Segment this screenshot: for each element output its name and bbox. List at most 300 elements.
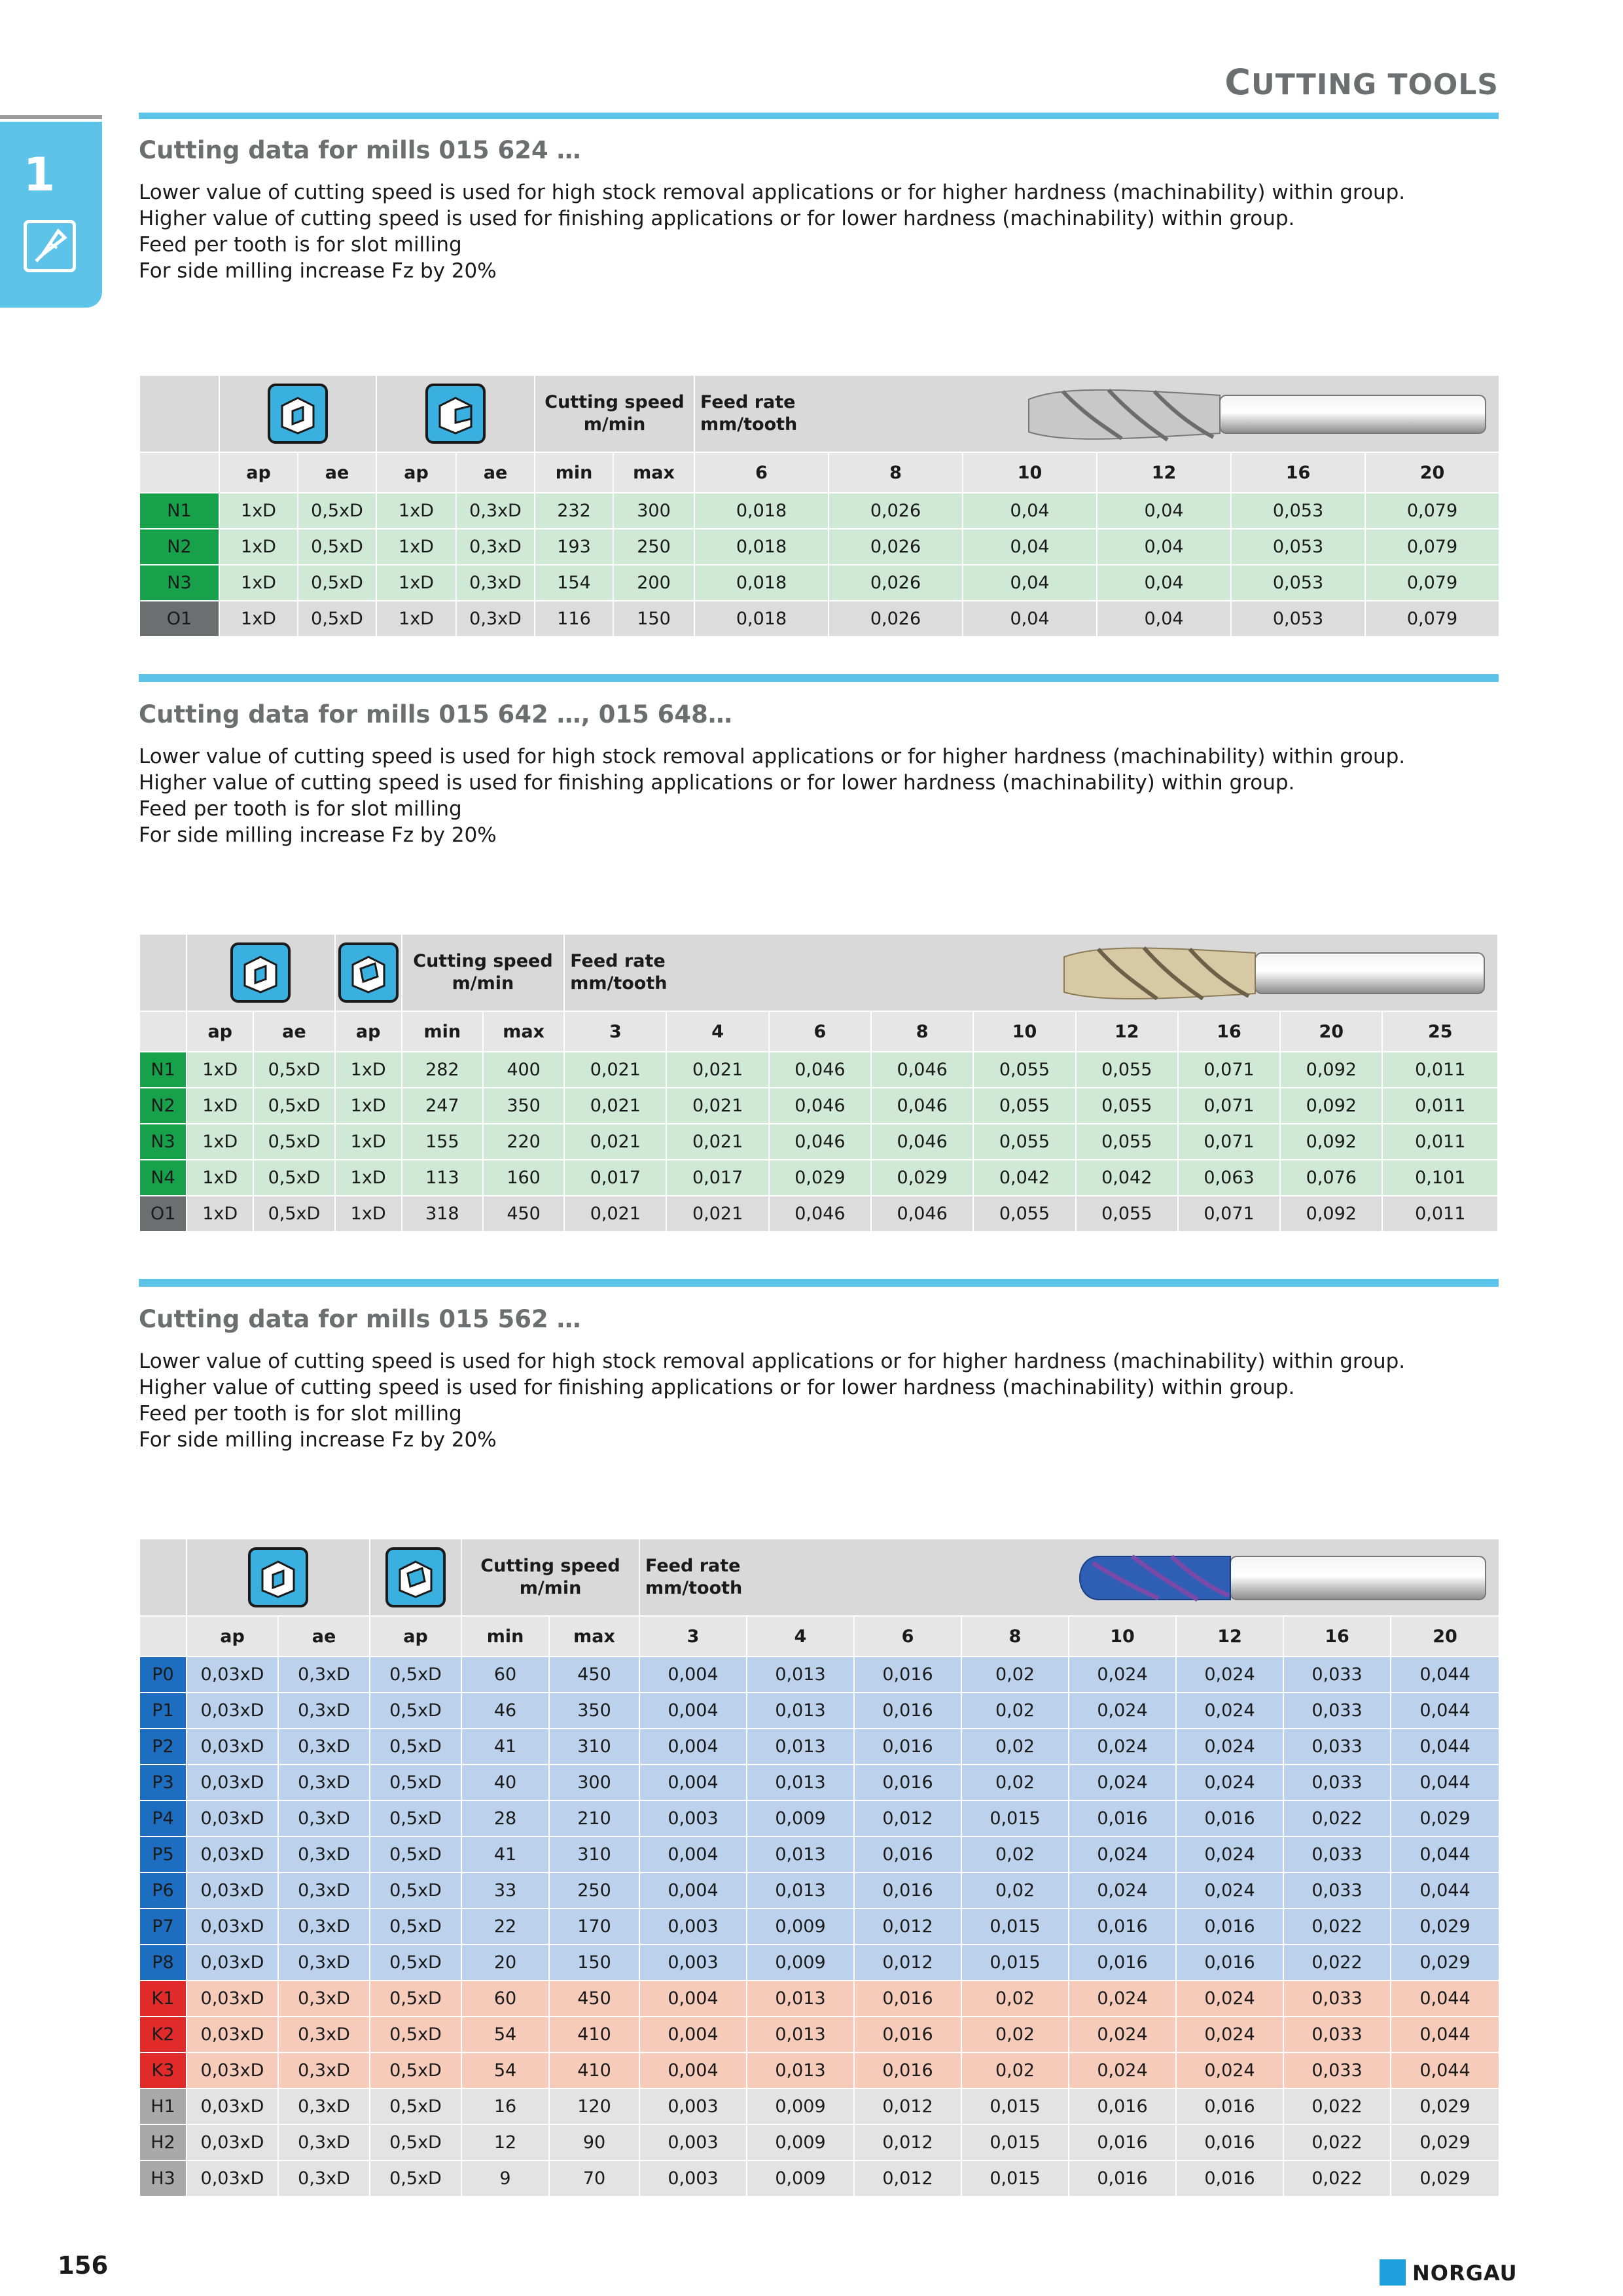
table-cell: 0,033 <box>1283 1657 1391 1693</box>
table-cell: 0,003 <box>639 1909 747 1945</box>
table-cell: 220 <box>483 1124 564 1160</box>
cutting-speed-header: Cutting speed m/min <box>535 375 694 452</box>
table-cell: 170 <box>549 1909 639 1945</box>
table-cell: 0,029 <box>1391 1909 1499 1945</box>
table-row <box>139 1837 1499 1873</box>
table-cell: 0,02 <box>961 1765 1069 1801</box>
table-cell: 0,021 <box>666 1088 768 1124</box>
table-cell: 0,004 <box>639 2053 747 2089</box>
column-header: 10 <box>963 452 1097 493</box>
table-cell: 0,024 <box>1069 1693 1176 1729</box>
column-header: ap <box>219 452 298 493</box>
column-header: max <box>483 1011 564 1052</box>
table-cell: 0,071 <box>1178 1088 1280 1124</box>
table-cell: 0,053 <box>1231 565 1365 601</box>
table-cell: 0,016 <box>854 1837 961 1873</box>
table-cell: 0,03xD <box>187 1945 278 1981</box>
table-cell: 0,3xD <box>278 1765 370 1801</box>
table-cell: 0,044 <box>1391 1765 1499 1801</box>
column-header: 20 <box>1280 1011 1382 1052</box>
section-notes <box>139 1348 1499 1453</box>
table-cell: 0,029 <box>1391 2089 1499 2125</box>
table-cell: 0,021 <box>564 1052 666 1088</box>
table-cell: 0,02 <box>961 2053 1069 2089</box>
table-cell: 0,024 <box>1069 1873 1176 1909</box>
table-cell: 0,003 <box>639 1801 747 1837</box>
table-cell: 0,3xD <box>278 1945 370 1981</box>
table-cell: 0,016 <box>1069 1909 1176 1945</box>
table-cell: 0,044 <box>1391 1981 1499 2017</box>
table-cell: 0,013 <box>747 1981 854 2017</box>
table-cell: 0,024 <box>1069 1657 1176 1693</box>
table-cell: 0,055 <box>973 1196 1075 1232</box>
table-cell: 0,5xD <box>370 1945 461 1981</box>
chapter-number: 1 <box>23 148 56 202</box>
table-cell: 0,003 <box>639 2125 747 2161</box>
column-header: 20 <box>1365 452 1499 493</box>
table-column-header-row <box>139 1011 1498 1052</box>
table-cell: 0,03xD <box>187 2161 278 2197</box>
table-cell: 250 <box>549 1873 639 1909</box>
material-group-cell: P8 <box>139 1945 187 1981</box>
table-cell: 0,013 <box>747 1765 854 1801</box>
material-group-cell: N1 <box>139 493 219 529</box>
table-cell: 0,5xD <box>370 2161 461 2197</box>
page-number: 156 <box>58 2251 109 2280</box>
chapter-tab-line <box>0 115 102 119</box>
table-cell: 1xD <box>187 1052 253 1088</box>
table-row <box>139 1765 1499 1801</box>
table-cell: 0,3xD <box>456 529 535 565</box>
table-row <box>139 529 1499 565</box>
logo-square-icon <box>1380 2259 1406 2286</box>
table-row <box>139 1657 1499 1693</box>
table-cell: 1xD <box>376 601 456 637</box>
table-cell: 0,5xD <box>370 1873 461 1909</box>
table-cell: 0,015 <box>961 1801 1069 1837</box>
table-cell: 0,018 <box>694 493 829 529</box>
table-cell: 22 <box>461 1909 549 1945</box>
table-cell: 0,033 <box>1283 1873 1391 1909</box>
table-cell: 0,004 <box>639 1693 747 1729</box>
slot-milling-icon <box>187 934 334 1011</box>
table-cell: 0,021 <box>666 1124 768 1160</box>
table-cell: 0,009 <box>747 1801 854 1837</box>
table-cell: 0,029 <box>871 1160 973 1196</box>
note: Higher value of cutting speed is used for finishing applications or for lower hardness (machinability) within group. <box>139 771 1295 795</box>
section-rule <box>139 674 1499 682</box>
table-cell: 0,009 <box>747 2125 854 2161</box>
column-header: max <box>613 452 694 493</box>
table-cell: 1xD <box>187 1088 253 1124</box>
slot-milling-icon <box>219 375 376 452</box>
note: Higher value of cutting speed is used for finishing applications or for lower hardness (machinability) within group. <box>139 1376 1295 1399</box>
table-cell: 154 <box>535 565 613 601</box>
table-cell: 200 <box>613 565 694 601</box>
column-header: max <box>549 1616 639 1657</box>
column-header: 10 <box>973 1011 1075 1052</box>
table-cell: 0,03xD <box>187 2053 278 2089</box>
table-cell: 0,04 <box>1097 529 1231 565</box>
table-cell: 0,016 <box>1069 2089 1176 2125</box>
table-cell: 0,022 <box>1283 2089 1391 2125</box>
table-cell: 0,092 <box>1280 1088 1382 1124</box>
table-cell: 0,004 <box>639 1981 747 2017</box>
table-cell: 0,04 <box>963 529 1097 565</box>
table-cell: 0,026 <box>829 529 963 565</box>
table-cell: 60 <box>461 1657 549 1693</box>
table-cell: 113 <box>402 1160 483 1196</box>
cutting-speed-header: Cutting speed m/min <box>402 934 564 1011</box>
material-group-cell: P2 <box>139 1729 187 1765</box>
table-cell: 0,04 <box>1097 601 1231 637</box>
table-cell: 310 <box>549 1729 639 1765</box>
column-header: 8 <box>829 452 963 493</box>
column-header: 8 <box>961 1616 1069 1657</box>
table-cell: 0,016 <box>854 1657 961 1693</box>
table-cell: 1xD <box>219 565 298 601</box>
table-cell: 0,3xD <box>278 1693 370 1729</box>
table-cell: 0,016 <box>854 1981 961 2017</box>
table-cell: 0,5xD <box>298 565 376 601</box>
column-header: 10 <box>1069 1616 1176 1657</box>
table-cell: 0,5xD <box>370 1693 461 1729</box>
table-cell: 1xD <box>376 565 456 601</box>
table-cell: 0,004 <box>639 1729 747 1765</box>
table-cell: 0,011 <box>1382 1124 1498 1160</box>
table-cell: 0,044 <box>1391 2017 1499 2053</box>
table-cell: 0,044 <box>1391 1693 1499 1729</box>
table-row <box>139 565 1499 601</box>
table-cell: 0,011 <box>1382 1052 1498 1088</box>
column-header: ap <box>335 1011 402 1052</box>
table-cell: 0,042 <box>973 1160 1075 1196</box>
table-cell: 0,03xD <box>187 1837 278 1873</box>
column-header: ae <box>278 1616 370 1657</box>
table-cell: 0,013 <box>747 1657 854 1693</box>
table-row <box>139 1981 1499 2017</box>
table-cell: 0,5xD <box>253 1196 334 1232</box>
table-cell: 0,033 <box>1283 2053 1391 2089</box>
feed-rate-header: Feed rate mm/tooth <box>639 1539 1499 1616</box>
table-cell: 0,029 <box>769 1160 871 1196</box>
table-cell: 0,015 <box>961 1909 1069 1945</box>
table-cell: 210 <box>549 1801 639 1837</box>
table-cell: 0,03xD <box>187 1765 278 1801</box>
table-cell: 0,021 <box>666 1196 768 1232</box>
table-cell: 0,024 <box>1176 2053 1283 2089</box>
table-cell: 0,003 <box>639 1945 747 1981</box>
material-group-cell: P1 <box>139 1693 187 1729</box>
table-cell: 410 <box>549 2017 639 2053</box>
table-cell: 0,03xD <box>187 1909 278 1945</box>
table-cell: 410 <box>549 2053 639 2089</box>
table-cell: 0,5xD <box>253 1124 334 1160</box>
table-cell: 0,5xD <box>370 2125 461 2161</box>
table-cell: 20 <box>461 1945 549 1981</box>
note: Feed per tooth is for slot milling <box>139 797 462 821</box>
slot-milling-icon <box>187 1539 370 1616</box>
table-row <box>139 1729 1499 1765</box>
table-cell: 0,044 <box>1391 1729 1499 1765</box>
note: Feed per tooth is for slot milling <box>139 233 462 257</box>
table-cell: 0,004 <box>639 1837 747 1873</box>
table-cell: 0,024 <box>1069 1981 1176 2017</box>
table-cell: 0,076 <box>1280 1160 1382 1196</box>
table-cell: 0,3xD <box>278 1657 370 1693</box>
table-cell: 1xD <box>219 493 298 529</box>
table-cell: 54 <box>461 2017 549 2053</box>
table-cell: 0,024 <box>1176 1765 1283 1801</box>
column-header: ae <box>253 1011 334 1052</box>
table-cell: 0,024 <box>1176 1837 1283 1873</box>
table-icon-row <box>139 375 1499 452</box>
table-cell: 0,3xD <box>278 1981 370 2017</box>
table-cell: 0,03xD <box>187 1801 278 1837</box>
page-header <box>139 56 1499 119</box>
table-cell: 1xD <box>376 529 456 565</box>
table-cell: 0,017 <box>564 1160 666 1196</box>
column-header: ap <box>187 1616 278 1657</box>
table-cell: 0,044 <box>1391 1873 1499 1909</box>
material-group-cell: H2 <box>139 2125 187 2161</box>
table-cell: 1xD <box>187 1160 253 1196</box>
table-cell: 0,004 <box>639 2017 747 2053</box>
table-cell: 0,03xD <box>187 1729 278 1765</box>
material-group-cell: P3 <box>139 1765 187 1801</box>
table-cell: 1xD <box>187 1124 253 1160</box>
table-cell: 0,016 <box>854 1729 961 1765</box>
table-cell: 0,015 <box>961 2125 1069 2161</box>
table-row <box>139 2017 1499 2053</box>
table-cell: 0,03xD <box>187 2125 278 2161</box>
table-cell: 0,029 <box>1391 1945 1499 1981</box>
table-cell: 0,018 <box>694 565 829 601</box>
cutting-data-table <box>139 374 1500 637</box>
material-group-cell: N1 <box>139 1052 187 1088</box>
cutting-data-table <box>139 933 1499 1232</box>
table-cell: 150 <box>549 1945 639 1981</box>
table-cell: 1xD <box>335 1052 402 1088</box>
table-cell: 0,03xD <box>187 1873 278 1909</box>
table-cell: 0,029 <box>1391 2161 1499 2197</box>
table-cell: 0,026 <box>829 565 963 601</box>
table-column-header-row <box>139 1616 1499 1657</box>
table-cell: 0,03xD <box>187 2089 278 2125</box>
table-cell: 0,055 <box>973 1124 1075 1160</box>
table-row <box>139 493 1499 529</box>
table-cell: 0,016 <box>854 1693 961 1729</box>
table-cell: 0,03xD <box>187 1657 278 1693</box>
table-cell: 0,046 <box>769 1196 871 1232</box>
table-cell: 41 <box>461 1729 549 1765</box>
table-cell: 450 <box>549 1981 639 2017</box>
table-cell: 0,053 <box>1231 493 1365 529</box>
table-cell: 0,018 <box>694 601 829 637</box>
table-cell: 0,055 <box>1076 1124 1178 1160</box>
table-cell: 310 <box>549 1837 639 1873</box>
table-cell: 0,046 <box>769 1088 871 1124</box>
table-cell: 0,046 <box>871 1196 973 1232</box>
table-cell: 16 <box>461 2089 549 2125</box>
table-cell: 0,5xD <box>370 2017 461 2053</box>
material-group-cell: K2 <box>139 2017 187 2053</box>
material-group-cell: K3 <box>139 2053 187 2089</box>
table-cell: 0,022 <box>1283 2161 1391 2197</box>
column-header: ae <box>456 452 535 493</box>
table-cell: 1xD <box>187 1196 253 1232</box>
note: Lower value of cutting speed is used for high stock removal applications or for higher hardness (machinability) within group. <box>139 745 1406 768</box>
table-cell: 0,071 <box>1178 1052 1280 1088</box>
table-cell: 0,3xD <box>456 493 535 529</box>
material-group-cell: O1 <box>139 1196 187 1232</box>
table-row <box>139 1909 1499 1945</box>
table-cell: 1xD <box>376 493 456 529</box>
table-row <box>139 1124 1498 1160</box>
table-cell: 0,055 <box>1076 1052 1178 1088</box>
material-group-cell: H3 <box>139 2161 187 2197</box>
column-header: 4 <box>666 1011 768 1052</box>
table-cell: 0,024 <box>1069 1765 1176 1801</box>
table-row <box>139 1801 1499 1837</box>
table-cell: 0,009 <box>747 1945 854 1981</box>
table-cell: 0,02 <box>961 1729 1069 1765</box>
feed-rate-header: Feed rate mm/tooth <box>694 375 1499 452</box>
table-cell: 0,016 <box>1069 2125 1176 2161</box>
column-header: 12 <box>1097 452 1231 493</box>
table-cell: 0,024 <box>1176 1693 1283 1729</box>
table-cell: 54 <box>461 2053 549 2089</box>
table-cell: 1xD <box>219 601 298 637</box>
table-cell: 0,5xD <box>298 493 376 529</box>
section-015-624 <box>139 115 1499 629</box>
cutting-speed-header: Cutting speed m/min <box>461 1539 639 1616</box>
table-cell: 0,055 <box>1076 1196 1178 1232</box>
material-group-cell: N4 <box>139 1160 187 1196</box>
column-header: ae <box>298 452 376 493</box>
table-row <box>139 2053 1499 2089</box>
table-cell: 0,009 <box>747 1909 854 1945</box>
table-cell: 0,012 <box>854 1909 961 1945</box>
section-title: Cutting data for mills 015 642 …, 015 648… <box>139 700 732 728</box>
table-cell: 0,029 <box>1391 1801 1499 1837</box>
table-cell: 0,013 <box>747 2017 854 2053</box>
table-cell: 0,016 <box>1176 1801 1283 1837</box>
table-cell: 0,033 <box>1283 2017 1391 2053</box>
table-cell: 0,044 <box>1391 1837 1499 1873</box>
table-cell: 0,3xD <box>278 1909 370 1945</box>
column-header: 6 <box>694 452 829 493</box>
note: For side milling increase Fz by 20% <box>139 1428 497 1452</box>
end-mill-image <box>1024 380 1492 448</box>
table-cell: 250 <box>613 529 694 565</box>
ball-end-mill-image <box>1067 1543 1492 1611</box>
table-cell: 120 <box>549 2089 639 2125</box>
table-cell: 0,046 <box>871 1088 973 1124</box>
table-cell: 0,012 <box>854 2161 961 2197</box>
column-header: min <box>535 452 613 493</box>
table-cell: 400 <box>483 1052 564 1088</box>
table-cell: 160 <box>483 1160 564 1196</box>
column-header: 6 <box>854 1616 961 1657</box>
note: For side milling increase Fz by 20% <box>139 823 497 847</box>
material-group-cell: P0 <box>139 1657 187 1693</box>
table-cell: 450 <box>549 1657 639 1693</box>
table-row <box>139 2161 1499 2197</box>
table-cell: 0,053 <box>1231 529 1365 565</box>
table-cell: 0,004 <box>639 1873 747 1909</box>
table-cell: 0,03xD <box>187 2017 278 2053</box>
table-cell: 350 <box>483 1088 564 1124</box>
column-header: 16 <box>1178 1011 1280 1052</box>
pocket-milling-icon <box>370 1539 461 1616</box>
table-cell: 0,055 <box>1076 1088 1178 1124</box>
table-row <box>139 1693 1499 1729</box>
table-cell: 0,021 <box>564 1088 666 1124</box>
table-cell: 0,016 <box>1069 2161 1176 2197</box>
table-cell: 300 <box>549 1765 639 1801</box>
table-cell: 0,5xD <box>370 1801 461 1837</box>
table-cell: 0,3xD <box>456 565 535 601</box>
pocket-milling-icon <box>335 934 402 1011</box>
table-cell: 318 <box>402 1196 483 1232</box>
section-title: Cutting data for mills 015 624 … <box>139 136 581 164</box>
column-header: ap <box>376 452 456 493</box>
table-cell: 0,03xD <box>187 1981 278 2017</box>
table-cell: 1xD <box>335 1196 402 1232</box>
note: Lower value of cutting speed is used for high stock removal applications or for higher hardness (machinability) within group. <box>139 181 1406 204</box>
table-cell: 0,013 <box>747 1873 854 1909</box>
table-cell: 0,021 <box>564 1196 666 1232</box>
table-cell: 0,012 <box>854 1945 961 1981</box>
table-cell: 0,026 <box>829 493 963 529</box>
material-group-cell: N2 <box>139 529 219 565</box>
table-cell: 0,071 <box>1178 1196 1280 1232</box>
table-cell: 0,055 <box>973 1088 1075 1124</box>
table-column-header-row <box>139 452 1499 493</box>
table-cell: 0,016 <box>1069 1945 1176 1981</box>
table-row <box>139 1160 1498 1196</box>
table-cell: 0,055 <box>973 1052 1075 1088</box>
table-cell: 0,022 <box>1283 1945 1391 1981</box>
column-header: 20 <box>1391 1616 1499 1657</box>
section-015-562 <box>139 1279 1499 2189</box>
table-cell: 0,044 <box>1391 1657 1499 1693</box>
table-cell: 0,013 <box>747 1837 854 1873</box>
table-cell: 0,092 <box>1280 1052 1382 1088</box>
column-header: 16 <box>1283 1616 1391 1657</box>
table-cell: 0,3xD <box>278 2053 370 2089</box>
section-015-642 <box>139 674 1499 1224</box>
table-cell: 0,016 <box>1176 1945 1283 1981</box>
table-cell: 0,5xD <box>370 1729 461 1765</box>
column-header: min <box>402 1011 483 1052</box>
table-cell: 0,016 <box>1176 1909 1283 1945</box>
table-cell: 0,024 <box>1176 1657 1283 1693</box>
table-cell: 0,5xD <box>370 1837 461 1873</box>
table-cell: 0,033 <box>1283 1729 1391 1765</box>
table-cell: 28 <box>461 1801 549 1837</box>
section-rule <box>139 1279 1499 1287</box>
table-cell: 0,053 <box>1231 601 1365 637</box>
table-cell: 0,024 <box>1069 2053 1176 2089</box>
table-cell: 0,016 <box>1176 2089 1283 2125</box>
table-cell: 0,092 <box>1280 1196 1382 1232</box>
table-cell: 0,016 <box>854 1873 961 1909</box>
table-cell: 350 <box>549 1693 639 1729</box>
table-cell: 0,5xD <box>370 2089 461 2125</box>
table-cell: 0,016 <box>854 2053 961 2089</box>
